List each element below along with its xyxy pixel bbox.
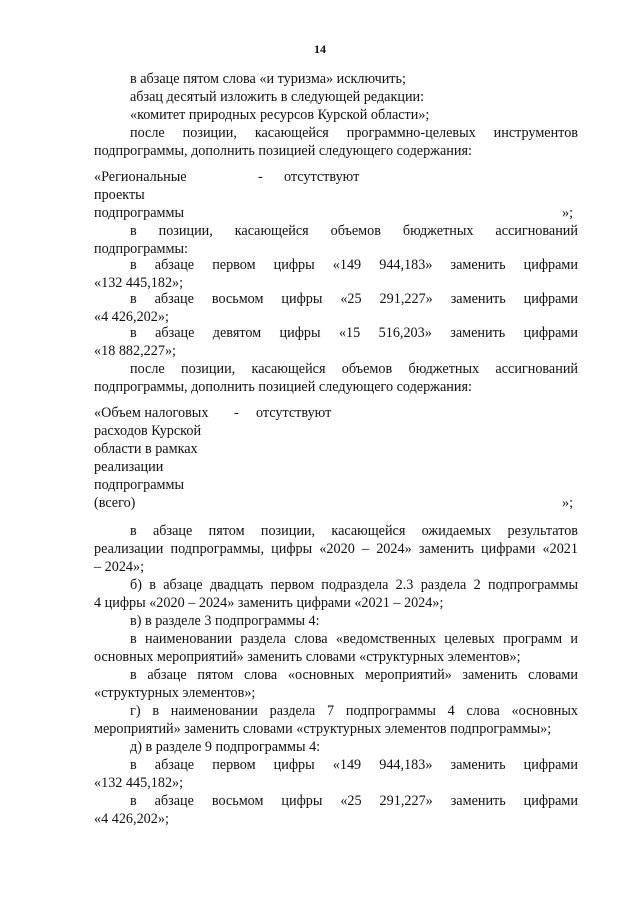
paragraph-line: «комитет природных ресурсов Курской области»; xyxy=(130,107,430,123)
paragraph-line: «структурных элементов»; xyxy=(94,685,256,701)
paragraph-line: реализации подпрограммы, цифры «2020 – 2024» заменить цифрами «2021 xyxy=(94,541,578,557)
paragraph-line: «132 445,182»; xyxy=(94,275,184,291)
paragraph-line: в абзаце восьмом цифры «25 291,227» заменить цифрами xyxy=(130,793,578,809)
paragraph-line: в позиции, касающейся объемов бюджетных ассигнований xyxy=(130,223,578,239)
paragraph-line: в абзаце пятом слова «и туризма» исключить; xyxy=(130,71,406,87)
table2-left-line: подпрограммы xyxy=(94,477,184,493)
paragraph-line: «4 426,202»; xyxy=(94,309,169,325)
page-number: 14 xyxy=(314,42,326,56)
paragraph-line: в абзаце первом цифры «149 944,183» заменить цифрами xyxy=(130,257,578,273)
paragraph-line: мероприятий» заменить словами «структурных элементов подпрограммы»; xyxy=(94,721,552,737)
paragraph-line: основных мероприятий» заменить словами «структурных элементов»; xyxy=(94,649,521,665)
paragraph-line: «4 426,202»; xyxy=(94,811,169,827)
paragraph-line: в абзаце пятом позиции, касающейся ожидаемых результатов xyxy=(130,523,578,539)
table2-left-line: области в рамках xyxy=(94,441,198,457)
table2-left-cell xyxy=(94,404,208,512)
paragraph-line: в абзаце первом цифры «149 944,183» заменить цифрами xyxy=(130,757,578,773)
paragraph-line: «132 445,182»; xyxy=(94,775,184,791)
table1-left-cell xyxy=(94,168,187,222)
paragraph-line: в абзаце девятом цифры «15 516,203» заменить цифрами xyxy=(130,325,578,341)
paragraph-line: в абзаце восьмом цифры «25 291,227» заменить цифрами xyxy=(130,291,578,307)
table1-closing-quote: »; xyxy=(562,205,574,221)
table2-left-line: (всего) xyxy=(94,495,136,511)
paragraph-line: после позиции, касающейся объемов бюджетных ассигнований xyxy=(130,361,578,377)
table2-value: отсутствуют xyxy=(256,405,332,421)
paragraph-line: – 2024»; xyxy=(94,559,145,575)
paragraph-line: после позиции, касающейся программно-целевых инструментов xyxy=(130,125,578,141)
table2-closing-quote: »; xyxy=(562,495,574,511)
paragraph-line: подпрограммы, дополнить позицией следующего содержания: xyxy=(94,143,472,159)
paragraph-line: б) в абзаце двадцать первом подраздела 2.3 раздела 2 подпрограммы xyxy=(130,577,578,593)
table1-left-line: подпрограммы xyxy=(94,205,184,221)
paragraph-line: 4 цифры «2020 – 2024» заменить цифрами «2021 – 2024»; xyxy=(94,595,444,611)
paragraph-line: в наименовании раздела слова «ведомственных целевых программ и xyxy=(130,631,578,647)
paragraph-line: д) в разделе 9 подпрограммы 4: xyxy=(130,739,321,755)
table1-left-line: «Региональные xyxy=(94,169,187,185)
table1-left-line: проекты xyxy=(94,187,145,203)
paragraph-line: в) в разделе 3 подпрограммы 4: xyxy=(130,613,320,629)
paragraph-line: г) в наименовании раздела 7 подпрограммы 4 слова «основных xyxy=(130,703,578,719)
table2-left-line: «Объем налоговых xyxy=(94,405,209,421)
paragraph-line: в абзаце пятом слова «основных мероприятий» заменить словами xyxy=(130,667,578,683)
paragraph-line: абзац десятый изложить в следующей редакции: xyxy=(130,89,425,105)
table1-value: отсутствуют xyxy=(284,169,360,185)
paragraph-line: подпрограммы: xyxy=(94,241,188,257)
table1-dash: - xyxy=(258,169,263,185)
table2-left-line: расходов Курской xyxy=(94,423,202,439)
paragraph-line: «18 882,227»; xyxy=(94,343,176,359)
paragraph-line: подпрограммы, дополнить позицией следующего содержания: xyxy=(94,379,472,395)
table2-dash: - xyxy=(234,405,239,421)
table2-left-line: реализации xyxy=(94,459,164,475)
